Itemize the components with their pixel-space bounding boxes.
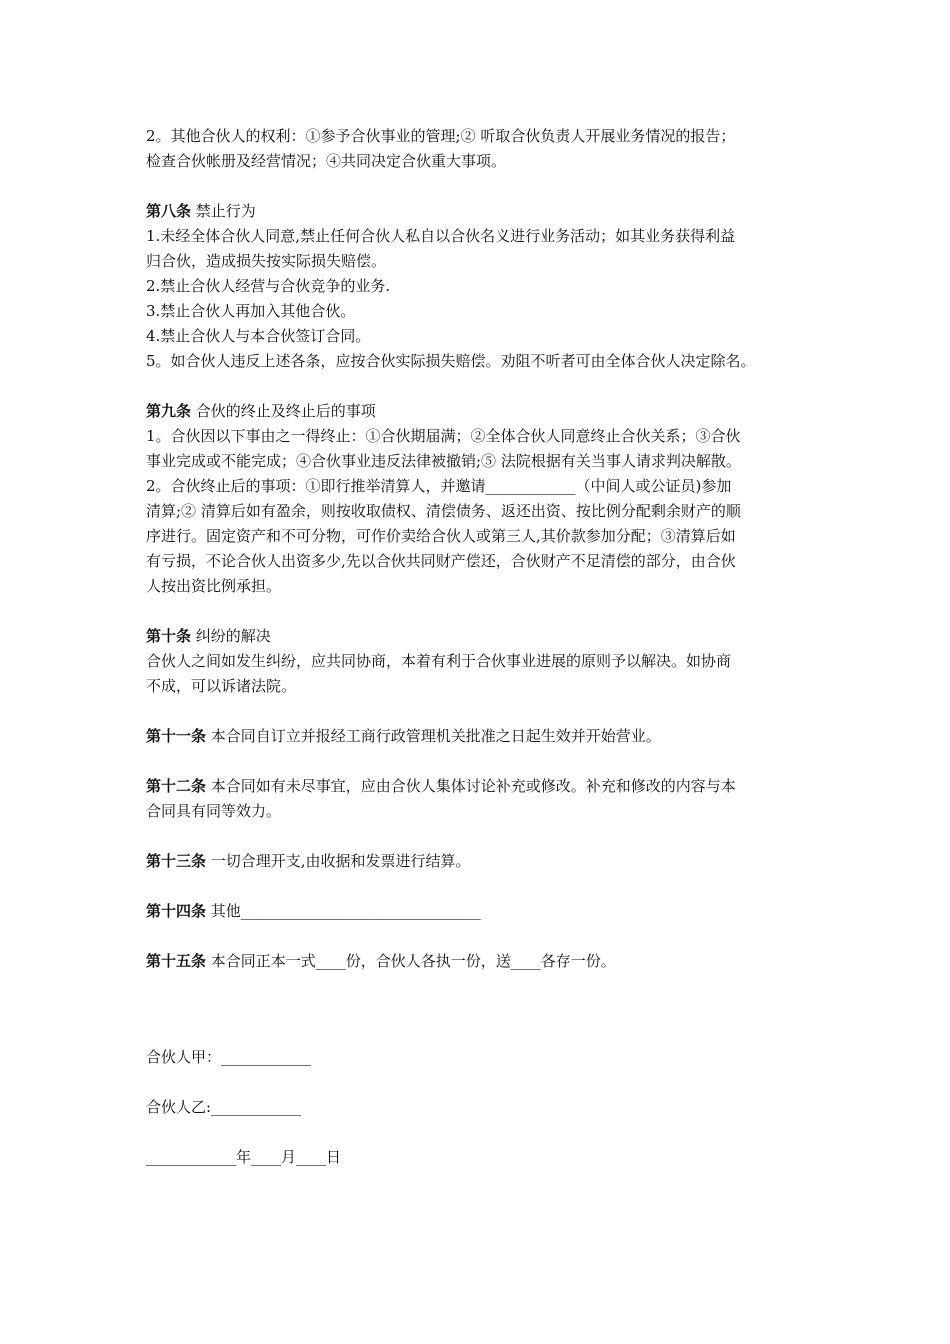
contract-body — [146, 124, 826, 974]
article-text: 本合同如有未尽事宜，应由合伙人集体讨论补充或修改。补充和修改的内容与本 — [206, 777, 736, 795]
text-line: 1.未经全体合伙人同意,禁止任何合伙人私自以合伙名义进行业务活动；如其业务获得利益 — [146, 227, 736, 245]
text-line: 检查合伙帐册及经营情况；④共同决定合伙重大事项。 — [146, 152, 507, 170]
article-text: 其他________________________________ — [206, 902, 481, 920]
text-line: 3.禁止合伙人再加入其他合伙。 — [146, 302, 356, 320]
text-line: 归合伙，造成损失按实际损失赔偿。 — [146, 252, 387, 270]
date-line: ____________年____月____日 — [146, 1148, 342, 1166]
article-13 — [146, 849, 826, 874]
article-number: 第十二条 — [146, 777, 207, 795]
text-line: 2。其他合伙人的权利：①参予合伙事业的管理;② 听取合伙负责人开展业务情况的报告； — [146, 127, 736, 145]
article-title: 合伙的终止及终止后的事项 — [191, 402, 376, 420]
article-number: 第十三条 — [146, 852, 207, 870]
text-line: 2。合伙终止后的事项：①即行推举清算人，并邀请____________（中间人或公证员)参加 — [146, 477, 732, 495]
article-number: 第九条 — [146, 402, 192, 420]
text-line: 4.禁止合伙人与本合伙签订合同。 — [146, 327, 371, 345]
text-line: 2.禁止合伙人经营与合伙竞争的业务. — [146, 277, 391, 295]
article-number: 第十一条 — [146, 727, 207, 745]
article-12 — [146, 774, 826, 799]
article-14 — [146, 899, 826, 924]
article-title: 纠纷的解决 — [191, 627, 271, 645]
article-number: 第十五条 — [146, 952, 207, 970]
article-text: 本合同自订立并报经工商行政管理机关批准之日起生效并开始营业。 — [206, 727, 661, 745]
text-line: 人按出资比例承担。 — [146, 577, 282, 595]
text-line: 序进行。固定资产和不可分物，可作价卖给合伙人或第三人,其价款参加分配；③清算后如 — [146, 527, 736, 545]
text-line: 5。如合伙人违反上述各条，应按合伙实际损失赔偿。劝阻不听者可由全体合伙人决定除名。 — [146, 352, 756, 370]
text-line: 1。合伙因以下事由之一得终止：①合伙期届满；②全体合伙人同意终止合伙关系；③合伙 — [146, 427, 741, 445]
article-number: 第八条 — [146, 202, 192, 220]
text-line: 有亏损，不论合伙人出资多少,先以合伙共同财产偿还，合伙财产不足清偿的部分，由合伙 — [146, 552, 736, 570]
article-title: 禁止行为 — [191, 202, 256, 220]
article-text: 一切合理开支,由收据和发票进行结算。 — [206, 852, 471, 870]
text-line: 事业完成或不能完成；④合伙事业违反法律被撤销;⑤ 法院根据有关当事人请求判决解散。 — [146, 452, 741, 470]
text-line: 合伙人之间如发生纠纷，应共同协商，本着有利于合伙事业进展的原则予以解决。如协商 — [146, 652, 732, 670]
article-number: 第十条 — [146, 627, 192, 645]
article-text: 本合同正本一式____份，合伙人各执一份，送____各存一份。 — [206, 952, 616, 970]
text-line: 清算;② 清算后如有盈余，则按收取债权、清偿债务、返还出资、按比例分配剩余财产的顺 — [146, 502, 741, 520]
article-number: 第十四条 — [146, 902, 207, 920]
article-10-heading — [146, 624, 826, 649]
partner-a-signature-line: 合伙人甲：____________ — [146, 1048, 312, 1066]
text-line: 合同具有同等效力。 — [146, 802, 282, 820]
article-8-heading — [146, 199, 826, 224]
article-9-heading — [146, 399, 826, 424]
article-15 — [146, 949, 826, 974]
article-11 — [146, 724, 826, 749]
text-line: 不成，可以诉诸法院。 — [146, 677, 297, 695]
partner-b-signature-line: 合伙人乙:____________ — [146, 1098, 302, 1116]
